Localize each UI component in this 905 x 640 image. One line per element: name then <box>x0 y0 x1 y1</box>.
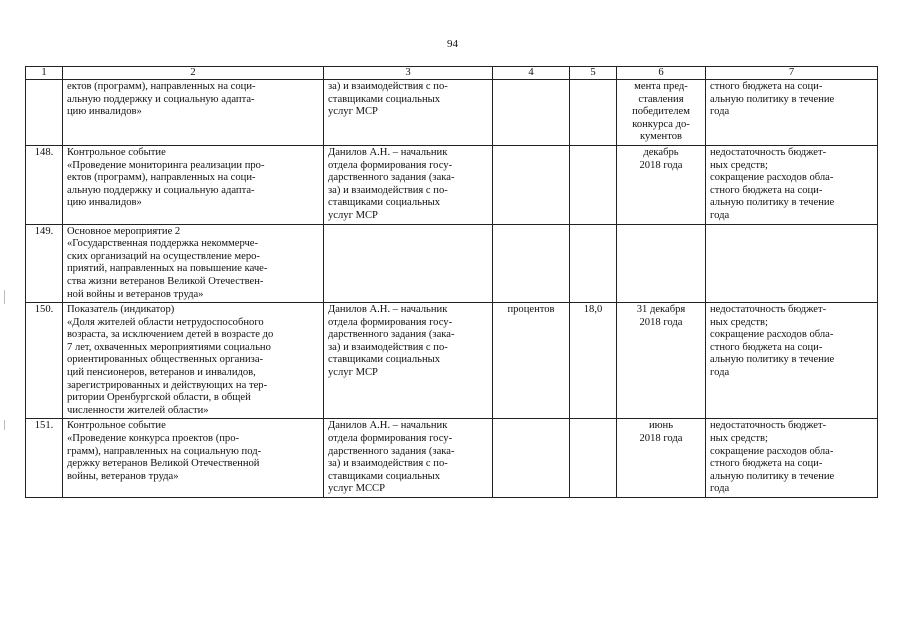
responsible-person-line: отдела формирования госу- <box>328 316 453 328</box>
risks-line: сокращение расходов обла- <box>710 445 834 457</box>
risks-line: альную политику в течение <box>710 354 835 366</box>
activity-name-line: ства жизни ветеранов Великой Отечествен- <box>67 275 264 287</box>
deadline-line: победителем <box>632 106 690 118</box>
responsible-person-line: отдела формирования госу- <box>328 433 453 445</box>
activity-name-cell <box>63 145 324 224</box>
responsible-person-line: за) и взаимодействия с по- <box>328 81 448 92</box>
activity-name-line: приятий, направленных на повышение каче- <box>67 263 268 275</box>
column-header-6: 6 <box>617 67 706 80</box>
deadline-cell <box>617 145 706 224</box>
responsible-person-cell <box>324 224 493 303</box>
deadline-line: июнь <box>648 420 674 432</box>
risks-cell <box>706 145 878 224</box>
activity-name-cell <box>63 224 324 303</box>
responsible-person-line: ставщиками социальных <box>328 93 441 105</box>
deadline-line: 31 декабря <box>636 304 686 316</box>
activity-name-cell <box>63 80 324 146</box>
activity-name-line: «Доля жителей области нетрудоспособного <box>67 316 264 328</box>
responsible-person-line: ставщиками социальных <box>328 197 441 209</box>
deadline-line: 2018 года <box>639 433 683 445</box>
deadline-cell <box>617 224 706 303</box>
responsible-person-cell <box>324 419 493 498</box>
activity-name-line: зарегистрированных и действующих на тер- <box>67 379 268 391</box>
row-number-cell: 149. <box>26 224 63 303</box>
unit-of-measure-cell <box>493 419 570 498</box>
activity-name-line: возраста, за исключением детей в возрасте до <box>67 329 274 341</box>
activity-name-line: численности жителей области» <box>67 404 209 416</box>
risks-line: ных средств; <box>710 159 768 171</box>
column-header-5: 5 <box>570 67 617 80</box>
responsible-person-line: дарственного задания (зака- <box>328 329 455 341</box>
activity-name-line: Показатель (индикатор) <box>67 304 175 316</box>
deadline-line: ставления <box>638 93 684 105</box>
row-number-cell: 151. <box>26 419 63 498</box>
risks-line: сокращение расходов обла- <box>710 172 834 184</box>
activity-name-line: держку ветеранов Великой Отечественной <box>67 458 260 470</box>
responsible-person-line: услуг МССР <box>328 483 386 495</box>
unit-of-measure-cell: процентов <box>493 303 570 419</box>
risks-line: недостаточность бюджет- <box>710 420 827 432</box>
unit-of-measure-cell <box>493 145 570 224</box>
plan-table <box>25 66 878 498</box>
activity-name-cell <box>63 419 324 498</box>
risks-line: недостаточность бюджет- <box>710 146 827 158</box>
activity-name-line: ектов (программ), направленных на соци- <box>67 81 256 92</box>
activity-name-line: цию инвалидов» <box>67 197 142 209</box>
deadline-cell <box>617 303 706 419</box>
header-row <box>26 67 878 80</box>
activity-name-line: альную поддержку и социальную адапта- <box>67 93 255 105</box>
responsible-person-line: отдела формирования госу- <box>328 159 453 171</box>
risks-line: года <box>710 209 730 221</box>
scan-margin-mark <box>4 420 5 430</box>
risks-line: ных средств; <box>710 316 768 328</box>
table-row <box>26 224 878 303</box>
responsible-person-line: за) и взаимодействия с по- <box>328 184 448 196</box>
risks-line: недостаточность бюджет- <box>710 304 827 316</box>
table-row <box>26 303 878 419</box>
activity-name-line: ций пенсионеров, ветеранов и инвалидов, <box>67 367 256 379</box>
activity-name-line: «Проведение мониторинга реализации про- <box>67 159 265 171</box>
responsible-person-line: дарственного задания (зака- <box>328 445 455 457</box>
table-row <box>26 145 878 224</box>
responsible-person-line: услуг МСР <box>328 106 378 118</box>
deadline-line: кументов <box>639 131 683 143</box>
risks-line: альную политику в течение <box>710 470 835 482</box>
activity-name-line: 7 лет, охваченных мероприятиями социально <box>67 341 271 353</box>
deadline-cell <box>617 80 706 146</box>
row-number-cell: 150. <box>26 303 63 419</box>
activity-name-line: ектов (программ), направленных на соци- <box>67 172 256 184</box>
unit-of-measure-cell <box>493 80 570 146</box>
deadline-line: конкурса до- <box>632 118 690 130</box>
risks-line: года <box>710 106 730 118</box>
risks-line: года <box>710 367 730 379</box>
indicator-value-cell <box>570 419 617 498</box>
responsible-person-line: Данилов А.Н. – начальник <box>328 146 448 158</box>
responsible-person-line: за) и взаимодействия с по- <box>328 341 448 353</box>
risks-cell <box>706 419 878 498</box>
deadline-line: 2018 года <box>639 159 683 171</box>
table-row <box>26 80 878 146</box>
activity-name-line: ориентированных общественных организа- <box>67 354 264 366</box>
risks-line: стного бюджета на соци- <box>710 341 823 353</box>
activity-name-line: Контрольное событие <box>67 420 166 432</box>
responsible-person-cell <box>324 145 493 224</box>
page-number: 94 <box>447 38 458 50</box>
column-header-1: 1 <box>26 67 63 80</box>
risks-cell <box>706 303 878 419</box>
risks-line: года <box>710 483 730 495</box>
responsible-person-line: Данилов А.Н. – начальник <box>328 420 448 432</box>
risks-line: ных средств; <box>710 433 768 445</box>
activity-name-line: альную поддержку и социальную адапта- <box>67 184 255 196</box>
activity-name-line: «Государственная поддержка некоммерче- <box>67 238 259 250</box>
activity-name-line: цию инвалидов» <box>67 106 142 118</box>
column-header-2: 2 <box>63 67 324 80</box>
indicator-value-cell <box>570 145 617 224</box>
deadline-line: декабрь <box>643 146 679 158</box>
activity-name-cell <box>63 303 324 419</box>
deadline-line: 2018 года <box>639 316 683 328</box>
responsible-person-line: Данилов А.Н. – начальник <box>328 304 448 316</box>
activity-name-line: Основное мероприятие 2 <box>67 225 181 237</box>
responsible-person-line: дарственного задания (зака- <box>328 172 455 184</box>
risks-line: стного бюджета на соци- <box>710 458 823 470</box>
responsible-person-line: услуг МСР <box>328 367 378 379</box>
responsible-person-cell <box>324 303 493 419</box>
activity-name-line: ских организаций на осуществление меро- <box>67 250 260 262</box>
indicator-value-cell: 18,0 <box>570 303 617 419</box>
row-number-cell <box>26 80 63 146</box>
risks-line: альную политику в течение <box>710 197 835 209</box>
responsible-person-line: ставщиками социальных <box>328 354 441 366</box>
unit-of-measure-cell <box>493 224 570 303</box>
risks-line: стного бюджета на соци- <box>710 81 823 92</box>
column-header-7: 7 <box>706 67 878 80</box>
activity-name-line: Контрольное событие <box>67 146 166 158</box>
row-number-cell: 148. <box>26 145 63 224</box>
risks-line: стного бюджета на соци- <box>710 184 823 196</box>
activity-name-line: войны, ветеранов труда» <box>67 470 179 482</box>
activity-name-line: грамм), направленных на социальную под- <box>67 445 262 457</box>
column-header-4: 4 <box>493 67 570 80</box>
indicator-value-cell <box>570 224 617 303</box>
responsible-person-line: ставщиками социальных <box>328 470 441 482</box>
deadline-line: мента пред- <box>634 81 688 92</box>
risks-cell <box>706 224 878 303</box>
column-header-3: 3 <box>324 67 493 80</box>
responsible-person-line: услуг МСР <box>328 209 378 221</box>
activity-name-line: «Проведение конкурса проектов (про- <box>67 433 240 445</box>
scan-margin-mark <box>4 290 5 304</box>
risks-cell <box>706 80 878 146</box>
deadline-cell <box>617 419 706 498</box>
responsible-person-cell <box>324 80 493 146</box>
table-body <box>26 80 878 498</box>
activity-name-line: ритории Оренбургской области, в общей <box>67 392 251 404</box>
activity-name-line: ной войны и ветеранов труда» <box>67 288 204 300</box>
risks-line: сокращение расходов обла- <box>710 329 834 341</box>
responsible-person-line: за) и взаимодействия с по- <box>328 458 448 470</box>
risks-line: альную политику в течение <box>710 93 835 105</box>
indicator-value-cell <box>570 80 617 146</box>
table-row <box>26 419 878 498</box>
